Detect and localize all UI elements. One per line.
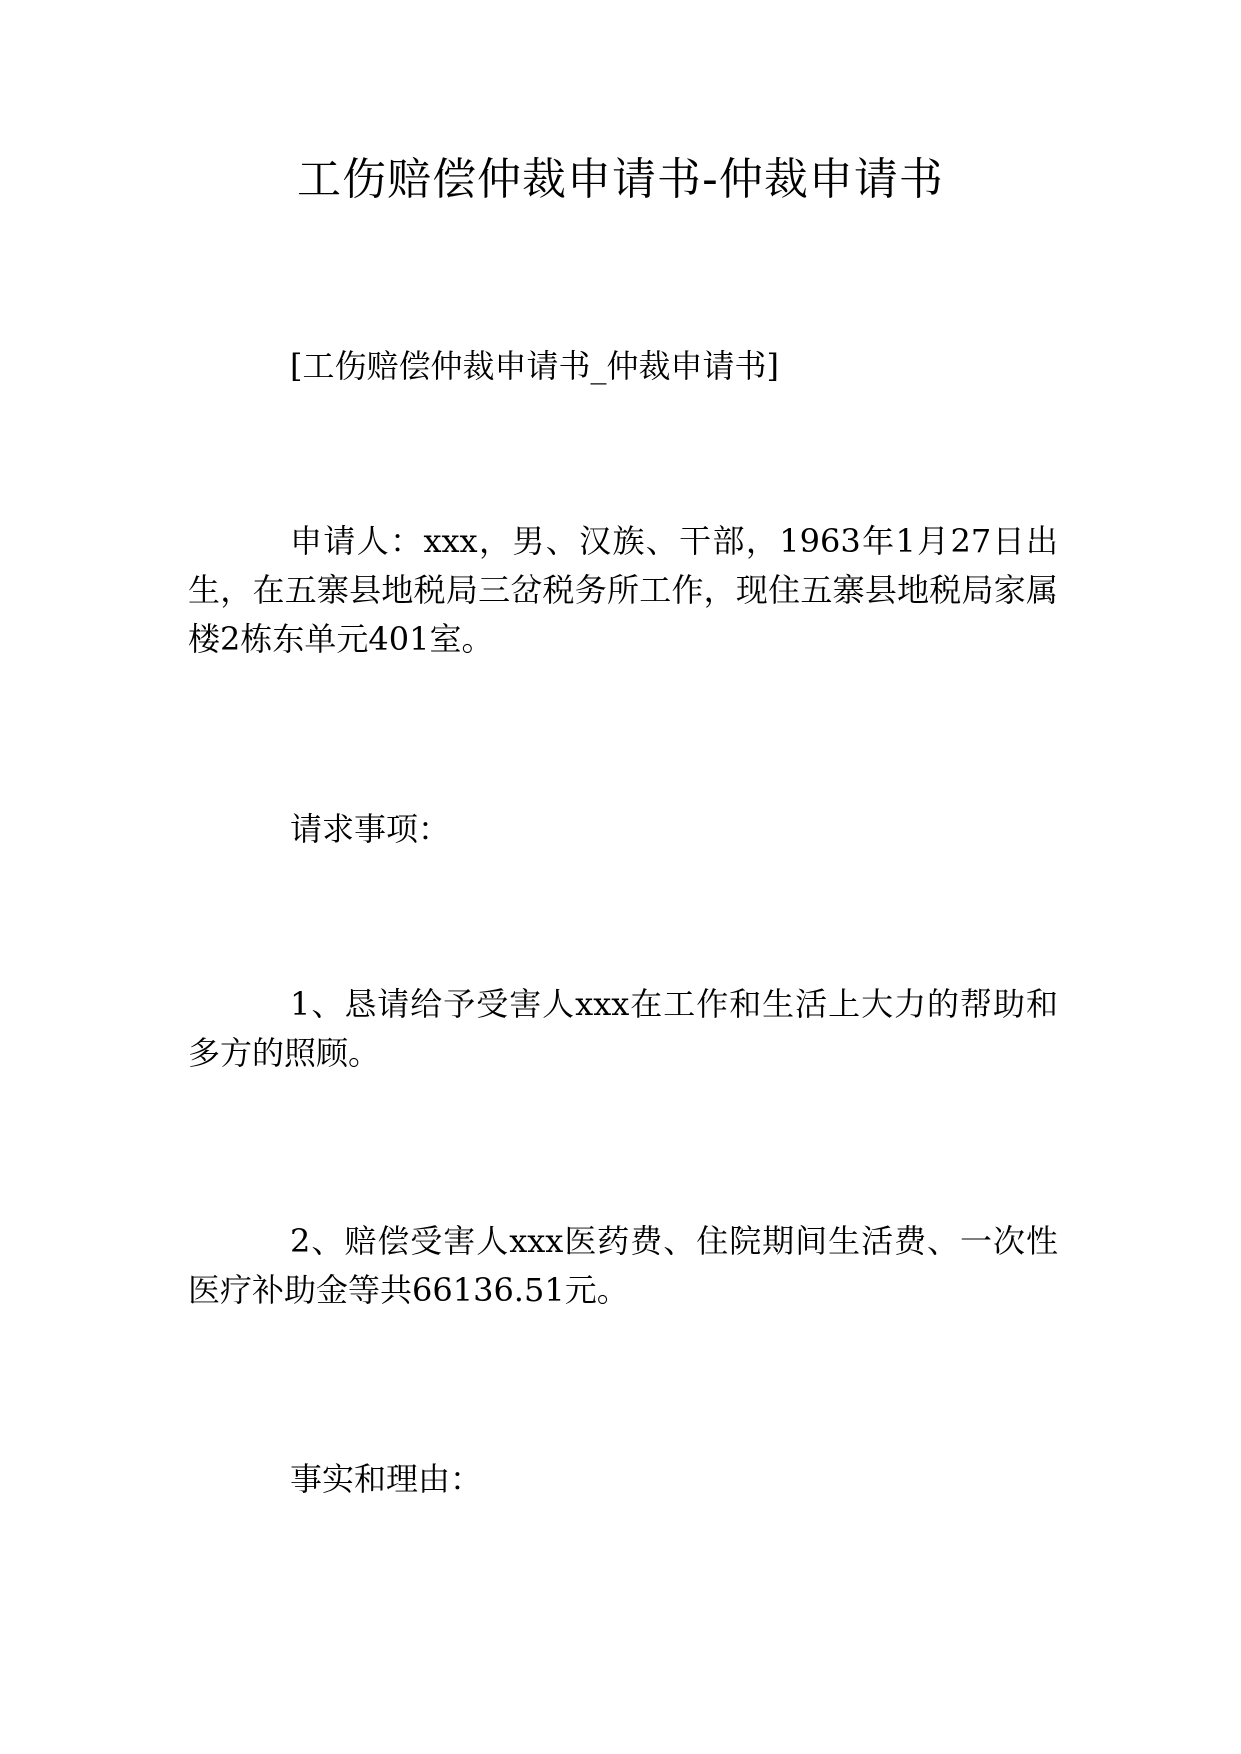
requests-heading: 请求事项： xyxy=(290,810,451,848)
request-item-2: 2、赔偿受害人xxx医药费、住院期间生活费、一次性医疗补助金等共66136.51元。 xyxy=(188,1222,1058,1309)
applicant-paragraph: 申请人：xxx，男、汉族、干部，1963年1月27日出生，在五寨县地税局三岔税务所工作，现住五寨县地税局家属楼2栋东单元401室。 xyxy=(188,522,1058,658)
request-item-1: 1、恳请给予受害人xxx在工作和生活上大力的帮助和多方的照顾。 xyxy=(188,985,1058,1072)
document-subtitle: [工伤赔偿仲裁申请书_仲裁申请书] xyxy=(290,347,779,385)
document-title: 工伤赔偿仲裁申请书-仲裁申请书 xyxy=(297,154,944,205)
facts-heading: 事实和理由： xyxy=(290,1460,483,1498)
